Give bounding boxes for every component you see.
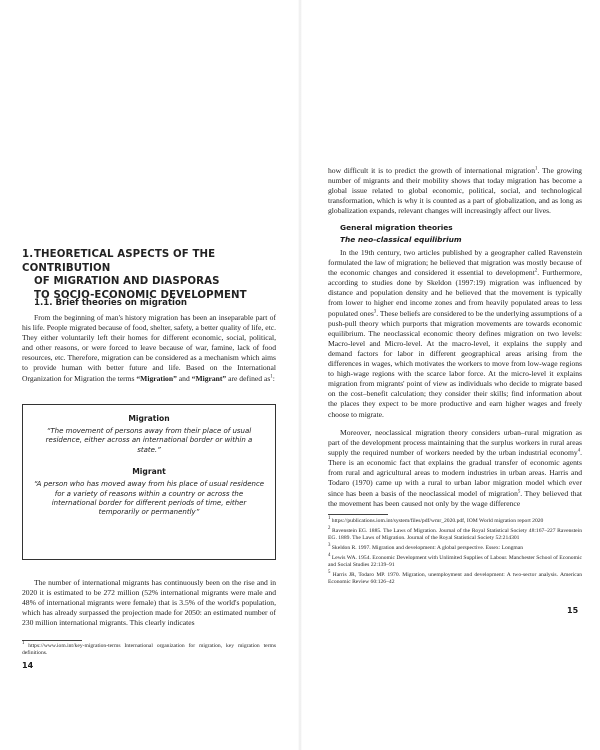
intro-tail: are defined as — [226, 373, 271, 383]
footnote-ref[interactable]: 1 — [270, 374, 273, 380]
footnote-text: https://www.iom.int/key-migration-terms International organization for migration, key migration terms definitions. — [22, 643, 276, 657]
page-number: 14 — [22, 661, 34, 670]
right-page — [300, 0, 600, 750]
definitions-box — [22, 404, 276, 560]
footnote-4 — [328, 555, 582, 570]
intro-text: From the beginning of man's history migration has been an inseparable part of his life. People migrated because of food, shelter, safety, a better quality of life, etc. They either voluntarily left their homes for different economic, social, political, and other reasons, or were forced to leave because of war, famine, lack of food resources, etc. Therefore, migration can be considered as a mechanism which aims to provide human with better future and life. Based on the International Organization for Migration the terms — [22, 313, 276, 383]
footnote-ref[interactable]: 3 — [373, 309, 377, 315]
heading-general-migration-theories: General migration theories — [340, 223, 453, 232]
para1-part3: . These beliefs are considered to be the underlying assumptions of a push-pull theory which purports that migration movements are towards economic equilibrium. The neoclassical economic theory defines migration on two levels: Macro-level and Micro-level. At the macro-level, it explains the supply and demand factors for labor in different geographical areas arising from the differences in wages, which motivates the workers to move from low-wage regions to high-wage regions with the scarce labor force. At the micro-level it explains migration from migrants' point of view as individuals who decide to migrate based on the cost–benefit calculation; they consider their skills; find information about the places they expect to be more productive and earn higher wages and freely choose to migrate. — [328, 308, 582, 419]
definition-text-migrant: “A person who has moved away from his place of usual residence for a variety of reasons within a country or across the international border for different periods of time, either temporarily or permanently” — [33, 480, 265, 517]
para2-part3: . They believed that the movement has been caused not only by the wage difference — [328, 488, 582, 508]
footnote-divider — [22, 640, 82, 641]
footnote-number: 3 — [328, 543, 331, 549]
para1-part1: In the 19th century, two articles published by a geographer called Ravenstein formulated the law of migration; he believed that migration was mostly because of the economic changes and considered it essential to development — [328, 248, 582, 278]
section-title-line-2: OF MIGRATION AND DIASPORAS — [34, 276, 220, 288]
continuation-rest: . The growing number of migrants and their mobility shows that today migration has become a global issue related to global economic, political, social, and technological transformation, which is why it is counted as a part of globalization, and as long as globalization expands, relevant changes will increasingly affect our lives. — [328, 166, 582, 216]
section-title — [22, 248, 292, 302]
para1-part2: . Furthermore, according to studies done by Skeldon (1997:19) migration was influenced by distance and population density and he believed that the movement is typically from lower to higher end income zones and from heavily populated areas to less populated ones — [328, 268, 582, 318]
footnote-3 — [328, 545, 582, 552]
footnote-ref[interactable]: 1 — [535, 166, 538, 172]
footnote-2 — [328, 528, 582, 543]
subheading-neo-classical: The neo-classical equilibrium — [340, 235, 462, 244]
footnote-number: 5 — [328, 570, 331, 576]
footnote-text: Skeldon R. 1997. Migration and development: A global perspective. Essex: Longman — [330, 545, 524, 552]
para2-part2: . There is an economic fact that explains the gradual transfer of economic agents from rural and agricultural areas to modern industries in urban areas. Harris and Todaro (1970) came up with a rural to urban labor migration model which ever since has been a basis of the neoclassical model of migration — [328, 448, 582, 498]
footnote-number: 4 — [328, 553, 331, 559]
intro-and: and — [176, 373, 192, 383]
continuation-paragraph — [328, 166, 582, 216]
footnote-number: 1 — [328, 516, 331, 522]
definition-text-migration: “The movement of persons away from their place of usual residence, either across an international border or within a state.” — [45, 427, 253, 454]
section-number: 1. — [22, 249, 34, 260]
para2-part1: Moreover, neoclassical migration theory considers urban–rural migration as part of the development process maintaining that the surplus workers in rural areas supply the required number of workers needed by the urban industrial economy — [328, 428, 582, 458]
footnote-number: 2 — [328, 526, 331, 532]
footnote — [22, 643, 276, 658]
footnote-ref[interactable]: 2 — [534, 268, 538, 274]
footnote-divider — [328, 514, 388, 515]
footnote-text: Lewis WA. 1954. Economic Development with Unlimited Supplies of Labour. Manchester School of Economic and Social Studies 22:139–91 — [328, 554, 582, 569]
footnote-1 — [328, 518, 582, 525]
term-migration: “Migration” — [136, 373, 177, 383]
section-title-line-1: THEORETICAL ASPECTS OF THE CONTRIBUTION — [22, 249, 216, 274]
definition-term-migration: Migration — [128, 414, 170, 423]
footnotes — [328, 518, 582, 587]
paragraph-neoclassical — [328, 428, 582, 509]
section-title-line-3: TO SOCIO-ECONOMIC DEVELOPMENT — [34, 289, 247, 301]
footnote-text: https://publications.iom.int/system/files/pdf/wmr_2020.pdf, IOM World migration report 2020 — [330, 518, 544, 524]
term-migrant: “Migrant” — [191, 373, 227, 383]
page-number: 15 — [567, 606, 579, 615]
subsection-title: 1.1. Brief theories on migration — [34, 298, 188, 308]
footnote-number: 1 — [22, 641, 25, 647]
footnote-ref[interactable]: 4 — [577, 448, 581, 454]
continuation-text: how difficult it is to predict the growth of international migration — [328, 166, 536, 175]
footnote-text: Ravenstein EG. 1885. The Laws of Migration. Journal of the Royal Statistical Society 48:167–227 Ravenstein EG. 1889. The Laws of Migration. Journal of the Royal Statistical Society 52:214301 — [328, 527, 582, 542]
footnote-5 — [328, 572, 582, 587]
intro-paragraph — [22, 313, 276, 384]
footnote-ref[interactable]: 5 — [517, 489, 521, 495]
footnote-text: Harris JR, Todaro MP. 1970. Migration, unemployment and development: A two-sector analysis. American Economic Review 60:126–42 — [328, 572, 582, 586]
paragraph-ravenstein — [328, 248, 582, 420]
intro-end: : — [272, 373, 275, 383]
stats-paragraph: The number of international migrants has continuously been on the rise and in 2020 it is estimated to be 272 million (52% international migrants were male and 48% of international migrants were female) that is 3.5% of the world's population, which has already surpassed the projection made for 2050: an estimated number of 230 million international migrants. This clearly indicates — [22, 578, 276, 628]
definition-term-migrant: Migrant — [132, 467, 166, 477]
